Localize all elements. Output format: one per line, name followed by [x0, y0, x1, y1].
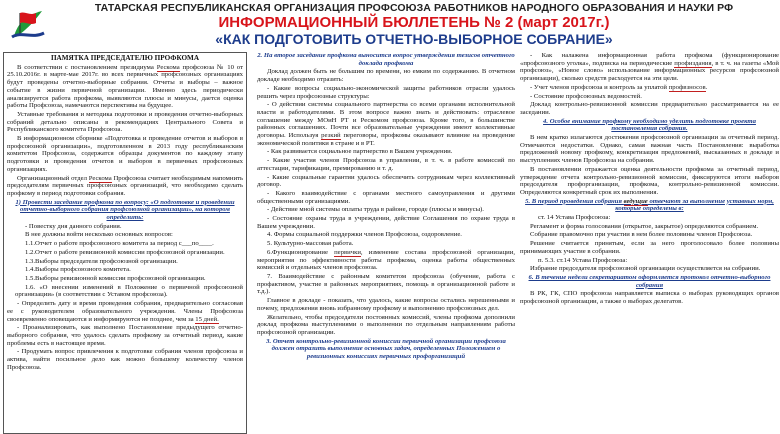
paragraph: Собрание правомочно при участии в нем более половины членов Профсоюза. — [530, 231, 753, 239]
paragraph: 6.Функционирование первички, изменение состава профсоюзной организации, мероприятия по эффективности работы профкома, оценка работы общественных комиссий и отдельных членов профсоюза. — [257, 248, 515, 272]
highlighted-word: 15 дней. — [195, 315, 219, 323]
section-heading: 5. В период проведения собрания ведущие отвечают за выполнение уставных норм, которые определены в: — [525, 197, 774, 213]
paragraph: - Какие участия членов Профсоюза в управлении, в т. ч. в работе комиссий по аттестации, тарификации, премированию и т. д. — [257, 157, 515, 172]
union-logo-icon — [8, 3, 48, 43]
highlighted-word: ведущие — [623, 197, 648, 205]
highlighted-word: профиздания — [674, 59, 712, 67]
paragraph: Доклад должен быть не большим по времени, но емким по содержанию. В отчетном докладе необходимо отразить: — [257, 68, 515, 84]
list-item: 1.3.Выборы председателя профсоюзной организации. — [25, 257, 178, 265]
list-item: 1.1.Отчет о работе профсоюзного комитета за период с___по____. — [25, 240, 214, 248]
highlighted-word: Рескома — [88, 174, 112, 182]
section-title: ПАМЯТКА ПРЕДСЕДАТЕЛЮ ПРОФКОМА — [50, 54, 200, 62]
paragraph: - Какие социальные гарантии удалось обеспечить сотрудникам через коллективный договор. — [257, 173, 515, 189]
section-heading: 4. Особое внимание профкому необходимо уделить подготовке проекта постановления собрания. — [543, 117, 756, 133]
paragraph: Решение считается принятым, если за него проголосовало более половины принимающих участие в собрании. — [520, 240, 779, 255]
paragraph: - Состояние охраны труда в учреждении, действие Соглашения по охране труда в Вашем учреждении. — [257, 215, 515, 230]
paragraph: - Какого взаимодействие с органами местного самоуправления и другими общественными организациями. — [257, 189, 515, 205]
bulletin-subtitle: «КАК ПОДГОТОВИТЬ ОТЧЕТНО-ВЫБОРНОЕ СОБРАНИЕ» — [215, 31, 613, 47]
paragraph: - Как налажена информационная работа профкома (функционирование «профсоюзного уголка», подписка на периодические профиздания, в т. ч. на газеты «Мой профсоюз», «Новое слово» использование информационных ресурсов профсоюзной организации), сколько средств расходуется на эти цели. — [520, 52, 779, 83]
paragraph: В нем кратко излагаются достижения профсоюзной организации за отчетный период. Отмечаются недостатки. Однако, самая важная часть Постановления: выработка предложений новому профкому, конкретизация предложений, высказанных в докладе и выступлениях членов Профсоюза на собрании. — [520, 134, 779, 165]
paragraph: - Проанализировать, как выполнено Постановление предыдущего отчетно-выборного собрания, что удалось сделать профкому за отчетный период, какие проблемы есть в настоящее время. — [7, 324, 243, 347]
paragraph: - Как развивается социальное партнерство в Вашем учреждении. — [267, 148, 453, 156]
section-heading: 6. В течение недели секретариатом оформляется протокол отчетно-выборного собрания — [528, 273, 771, 289]
highlighted-word: первички — [334, 248, 361, 256]
paragraph: В соответствии с постановлением президиума Рескома профсоюза № 10 от 25.10.2016г. в марте-мае 2017г. во всех первичных профсоюзных организациях будут проведены отчетно-выборные собрания. Отчеты и выборы – важное событие в жизни первичной организации. Именно здесь периодически анализируется работа профкома, выявляются плюсы и минусы, дается оценка работы Профсоюза, намечаются перспективы на будущее. — [7, 63, 243, 110]
paragraph: - Определить дату и время проведения собрания, предварительно согласовав ее с руководителем образовательного учреждения. Члены Профсоюза своевременно оповещаются и информируются не позднее, чем за 15 дней. — [7, 300, 243, 323]
paragraph: 4. Формы социальной поддержки членов Профсоюза, оздоровление. — [267, 231, 462, 239]
paragraph: 7. Взаимодействие с районным комитетом профсоюза (обучение, работа с профактивом, участие в районных мероприятиях, помощь в организационной работе и т.д.). — [257, 272, 515, 296]
list-item: В нее должны войти несколько основных вопросов: — [25, 231, 173, 239]
list-item: ст. 14 Устава Профсоюза: — [538, 214, 611, 222]
highlighted-word: резкий — [321, 132, 341, 140]
paragraph: 5. Культурно-массовая работа. — [267, 240, 354, 248]
highlighted-word: Рескома — [156, 63, 180, 71]
list-item: 1.2.Отчет о работе ревизионной комиссии профсоюзной организации. — [25, 248, 225, 256]
paragraph: Организационный отдел Рескома Профсоюза считает необходимым напомнить председателям первичных профсоюзных организаций, что необходимо сделать профкому в период подготовки собрания. — [7, 174, 243, 197]
section-heading: 1) Провести заседание профкома по вопросу: «О подготовке и проведении отчетно-выборного собрания профсоюзной организации», на котором определить: — [15, 198, 235, 222]
paragraph: Главное в докладе - показать, что удалось, какие вопросы остались нерешенными и почему, предложения вновь избранному профкому и выполнению профсоюзных дел. — [257, 297, 515, 312]
highlighted-word: профвзносов — [668, 83, 706, 91]
list-item: 1.5.Выборы ревизионной комиссии профсоюзной организации. — [25, 274, 206, 282]
column-report — [255, 52, 517, 434]
paragraph: Доклад контрольно-ревизионной комиссии предварительно рассматривается на ее заседании. — [520, 101, 779, 116]
list-item: - Повестку дня данного собрания. — [25, 222, 122, 230]
paragraph: - Продумать вопрос привлечения к подготовке собрания членов профсоюза и актива, найти посильное дело как можно большему количеству членов Профсоюза. — [7, 348, 243, 371]
list-item: п. 5.3. ст.14 Устава Профсоюза: — [538, 256, 628, 264]
paragraph: Избрание председателя профсоюзной организации осуществляется на собрании. — [530, 265, 761, 273]
paragraph: В постановлении отражается оценка деятельности профкома за отчетный период, утверждение отчета контрольно-ревизионной комиссии, фиксируются итоги выборов председателя профорганизации, профкома, контрольно-ревизионной комиссии. Определяются конкретный срок их выполнения. — [520, 165, 779, 196]
paragraph: - О действии системы социального партнерства со всеми органами исполнительной власти и работодателями. В этом вопросе важно знать и действовать: отраслевое соглашение между МОиН РТ и Рескомом профсоюза. Кроме того, в большинстве районных соглашениях. Почти все образовательные учреждения имеют коллективные договоры. Используя резкий переговоры, профкомы оказывают влияние на проведение экономической политики в стране и в РТ. — [257, 101, 515, 147]
paragraph: - Действие мной системы оплаты труда в районе, городе (плюсы и минусы). — [267, 206, 484, 214]
paragraph: Желательно, чтобы председатели постоянных комиссий, члены профкома дополнили доклад профкома выступлениями о выполнении по отдельным направлениям работы профсоюзной организации. — [257, 313, 515, 336]
paragraph: Уставные требования и методика подготовки и проведения отчетно-выборных собраний детально описаны в рекомендациях Центрального Совета и Республиканского комитета Профсоюза. — [7, 110, 243, 134]
column-resolution — [518, 52, 780, 434]
list-item: 1.4.Выборы профсоюзного комитета. — [25, 266, 131, 274]
paragraph: - Состояние профсоюзных ведомостей. — [530, 92, 642, 100]
organization-name: ТАТАРСКАЯ РЕСПУБЛИКАНСКАЯ ОРГАНИЗАЦИЯ ПРОФСОЮЗА РАБОТНИКОВ НАРОДНОГО ОБРАЗОВАНИЯ И НАУКИ РФ — [94, 2, 734, 14]
paragraph: - Учет членов профсоюза и контроль за уплатой профвзносов. — [530, 83, 708, 91]
paragraph: - Какие вопросы социально-экономической защиты работников отрасли удалось решить через профсоюзные структуры: — [257, 84, 515, 100]
section-heading: 2. На второе заседание профкома выносится вопрос утверждения тезисов отчетного доклада профкома — [257, 52, 515, 67]
section-heading: 3. Отчет контрольно-ревизионной комиссии первичной организации профсоюза должен отразить выполнение основных задач, определенных Положением о ревизионных комиссиях первичных профорганизаций — [266, 337, 506, 361]
bulletin-title: ИНФОРМАЦИОННЫЙ БЮЛЛЕТЕНЬ № 2 (март 2017г.) — [218, 14, 610, 31]
column-memo — [3, 52, 247, 434]
list-item: 1.6. «О внесении изменений в Положение о первичной профсоюзной организации» (в соответствии с Уставом профсоюза). — [15, 283, 243, 299]
paragraph: Регламент и форма голосования (открытое, закрытое) определяются собранием. — [530, 222, 759, 230]
paragraph: В РК, ГК, СПО профсоюза направляется выписка о выборах руководящих органов профсоюзной организации, а также о выборах делегатов. — [520, 290, 779, 306]
paragraph: В информационном сборнике «Подготовка и проведение отчетов и выборов в профсоюзной организации», подготовленном в 2013 году республиканским комитетом Профсоюза, содержатся образцы документов по каждому этапу подготовки и проведения отчетов и выборов в первичных профсоюзных организациях. — [7, 135, 243, 173]
